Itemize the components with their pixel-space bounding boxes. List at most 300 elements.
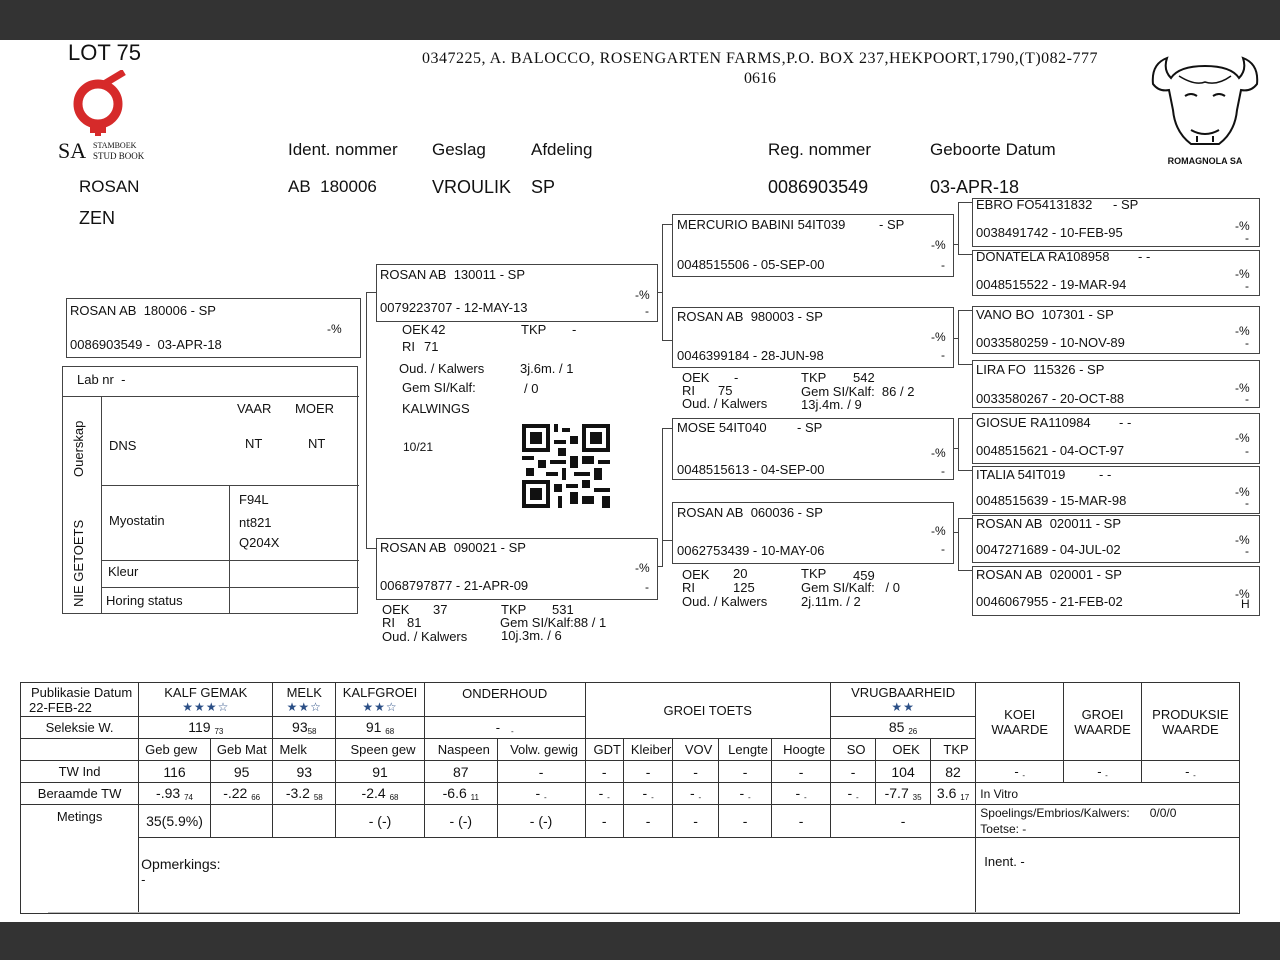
spoelings-value: 0/0/0 <box>1149 806 1177 820</box>
tw-ind-cell: 87 <box>424 761 497 783</box>
inent-label: Inent. - <box>984 854 1025 869</box>
sire-oud: 3j.6m. / 1 <box>520 361 574 376</box>
btw-acc: - <box>544 793 547 802</box>
gp2-gem: Gem SI/Kalf: / 0 <box>801 580 900 595</box>
myo-2: nt821 <box>239 515 272 530</box>
btw-acc: - <box>804 793 807 802</box>
dam-gem: Gem SI/Kalf:88 / 1 <box>500 615 607 630</box>
ggp-3-name: VANO BO 107301 - SP <box>976 307 1114 322</box>
beraamde-tw-cell <box>930 783 975 805</box>
col-header: VOV <box>673 739 718 761</box>
ggp-6-name: ITALIA 54IT019 <box>976 467 1066 482</box>
kalwings-label: KALWINGS <box>402 401 470 416</box>
animal-name-2: ZEN <box>79 208 115 228</box>
col-header: GDT <box>585 739 623 761</box>
ggp-7-dash: - <box>1245 544 1249 558</box>
sire-gem: / 0 <box>524 381 539 396</box>
moer-label: MOER <box>295 401 334 416</box>
seleksie-label: Seleksie W. <box>21 717 139 739</box>
gp1-ri-label: RI <box>682 383 695 398</box>
sire-box <box>376 264 658 322</box>
ggp-2-afd: - - <box>1138 249 1151 264</box>
geslag-label: Geslag <box>432 140 486 159</box>
tw-ind-cell: 104 <box>876 761 931 783</box>
ouerskap-label: Ouerskap <box>71 420 86 477</box>
seleksie-melk: $93_{58}$ <box>273 717 336 739</box>
afdeling-value: SP <box>531 177 556 197</box>
btw-acc: 68 <box>389 793 399 802</box>
beraamde-tw-cell <box>585 783 623 805</box>
melk-label: MELK <box>286 684 322 700</box>
ggp-5-pct: -% <box>1235 431 1250 445</box>
dam-name: ROSAN AB 090021 - SP <box>380 540 526 555</box>
lab-section <box>62 366 358 614</box>
kalfgroei-label: KALFGROEI <box>342 684 418 700</box>
sire-oek-label: OEK <box>402 322 430 337</box>
metings-cell: - <box>585 805 623 838</box>
ggp-2-pct: -% <box>1235 267 1250 281</box>
ggp-6-afd: - - <box>1099 467 1112 482</box>
kalfgroei-header <box>336 683 425 717</box>
groei-waarde-header <box>1064 683 1142 761</box>
gp-1-afd: - SP <box>879 217 905 232</box>
toetse-label: Toetse: - <box>980 822 1027 836</box>
ggp-6-reg: 0048515639 - 15-MAR-98 <box>976 493 1127 508</box>
tw-prod-waarde <box>1141 761 1239 783</box>
sire-oud-label: Oud. / Kalwers <box>399 361 485 376</box>
ggp-5-dash: - <box>1245 444 1249 458</box>
tw-ind-cell: - <box>673 761 718 783</box>
col-header: Naspeen <box>424 739 497 761</box>
ggp-box-6 <box>972 466 1260 514</box>
ggp-1-afd: - SP <box>1113 197 1139 212</box>
tw-ind-cell: - <box>497 761 585 783</box>
gp-1-dash: - <box>941 258 945 272</box>
gp2-ri-label: RI <box>682 580 695 595</box>
subject-box <box>66 298 361 358</box>
myo-1: F94L <box>239 492 269 507</box>
ggp-1-pct: -% <box>1235 219 1250 233</box>
sire-tkp: - <box>572 322 577 337</box>
top-bar <box>0 0 1280 40</box>
gp1-ri: 75 <box>718 383 733 398</box>
tw-ind-cell: 82 <box>930 761 975 783</box>
tw-ind-row <box>21 761 1240 783</box>
btw-value: - <box>642 785 648 801</box>
metings-cell: - <box>772 805 831 838</box>
metings-cell <box>210 805 273 838</box>
seleksie-kalfgroei: 91 $_{68}$ <box>336 717 425 739</box>
tw-groei-value: - <box>1097 763 1102 779</box>
gp1-oud: 13j.4m. / 9 <box>801 397 862 412</box>
tw-ind-cell: - <box>718 761 772 783</box>
ggp-4-pct: -% <box>1235 381 1250 395</box>
publikasie-label: Publikasie Datum <box>31 684 133 700</box>
beraamde-tw-cell <box>772 783 831 805</box>
col-header: Geb gew <box>139 739 211 761</box>
lab-nr: Lab nr - <box>77 372 126 387</box>
gp-1-name: MERCURIO BABINI 54IT039 <box>677 217 846 232</box>
dam-oud-label: Oud. / Kalwers <box>382 629 468 644</box>
gp-3-name: MOSE 54IT040 <box>677 420 767 435</box>
onderhoud-label: ONDERHOUD <box>462 686 548 701</box>
gp2-tkp: 459 <box>853 568 875 583</box>
btw-acc: 58 <box>313 793 323 802</box>
btw-value: - <box>535 785 541 801</box>
groei-toets-header <box>585 683 830 739</box>
metings-cell: - <box>830 805 975 838</box>
beraamde-tw-cell <box>139 783 211 805</box>
sa-stamboek-logo <box>58 70 158 162</box>
col-header: Speen gew <box>336 739 425 761</box>
metings-cell <box>273 805 336 838</box>
ggp-6-pct: -% <box>1235 485 1250 499</box>
btw-value: - <box>739 785 745 801</box>
sire-ri-label: RI <box>402 339 415 354</box>
subject-pct: -% <box>327 322 342 336</box>
opmerkings-value: - <box>141 872 146 887</box>
onderhoud-header <box>424 683 585 717</box>
sire-tkp-label: TKP <box>521 322 547 337</box>
in-vitro-label: In Vitro <box>976 783 1240 805</box>
ggp-2-dash: - <box>1245 279 1249 293</box>
sire-oek: 42 <box>431 322 446 337</box>
ggp-box-7 <box>972 515 1260 563</box>
tw-koei-value: - <box>1014 763 1019 779</box>
gp2-oek: 20 <box>733 566 748 581</box>
kalfgroei-stars: ★★☆ <box>362 699 398 714</box>
col-header: Melk <box>273 739 336 761</box>
opmerkings-cell <box>139 838 976 914</box>
seleksie-onderhoud: - $_-$ <box>424 717 585 739</box>
tw-ind-cell: - <box>585 761 623 783</box>
btw-value: -7.7 <box>884 785 909 801</box>
sire-reg: 0079223707 - 12-MAY-13 <box>380 300 528 315</box>
dam-reg: 0068797877 - 21-APR-09 <box>380 578 529 593</box>
gp1-tkp: 542 <box>853 370 875 385</box>
produksie-waarde-header <box>1141 683 1239 761</box>
groei-toets-label: GROEI TOETS <box>663 703 752 718</box>
gp2-oud-label: Oud. / Kalwers <box>682 594 768 609</box>
vaar-label: VAAR <box>237 401 272 416</box>
btw-acc: - <box>748 793 751 802</box>
beraamde-tw-row <box>21 783 1240 805</box>
romagnola-logo <box>1145 46 1265 172</box>
ggp-8-reg: 0046067955 - 21-FEB-02 <box>976 594 1123 609</box>
col-header: Volw. gewig <box>497 739 585 761</box>
ggp-8-pct: -% <box>1235 587 1250 601</box>
metings-row <box>21 805 1240 838</box>
metings-cell: - <box>673 805 718 838</box>
gp-3-reg: 0048515613 - 04-SEP-00 <box>677 462 825 477</box>
btw-value: -.93 <box>156 785 181 801</box>
breeder-line-1: 0347225, A. BALOCCO, ROSENGARTEN FARMS,P.O. BOX 237,HEKPOORT,1790,(T)082-777 <box>422 50 1098 67</box>
ggp-6-dash: - <box>1245 496 1249 510</box>
dam-oud: 10j.3m. / 6 <box>501 628 562 643</box>
beraamde-tw-cell <box>273 783 336 805</box>
qr-code-icon[interactable] <box>522 424 610 508</box>
kalf-gemak-stars: ★★★☆ <box>182 699 230 714</box>
sire-gem-label: Gem SI/Kalf: <box>402 380 476 395</box>
gp-2-dash: - <box>941 348 945 362</box>
dam-tkp-label: TKP <box>501 602 527 617</box>
spoelings-label: Spoelings/Embrios/Kalwers: <box>980 806 1130 820</box>
ggp-5-reg: 0048515621 - 04-OCT-97 <box>976 443 1125 458</box>
btw-value: -3.2 <box>285 785 310 801</box>
sire-name: ROSAN AB 130011 - SP <box>380 267 525 282</box>
gp-4-name: ROSAN AB 060036 - SP <box>677 505 823 520</box>
dns-moer: NT <box>308 436 326 451</box>
dns-vaar: NT <box>245 436 263 451</box>
spoelings-cell <box>976 805 1240 838</box>
ggp-5-afd: - - <box>1119 415 1132 430</box>
logo-stamboek: STAMBOEK <box>93 141 137 150</box>
kalf-gemak-header <box>139 683 273 717</box>
ggp-2-reg: 0048515522 - 19-MAR-94 <box>976 277 1127 292</box>
vrugbaarheid-label: VRUGBAARHEID <box>851 684 956 700</box>
metings-label-text: Metings <box>56 809 103 824</box>
btw-acc: 17 <box>960 793 970 802</box>
inent-cell <box>976 838 1240 914</box>
col-header: Kleiber <box>623 739 672 761</box>
metings-cell: - <box>718 805 772 838</box>
col-header: Geb Mat <box>210 739 273 761</box>
ggp-4-dash: - <box>1245 392 1249 406</box>
ggp-box-5 <box>972 413 1260 464</box>
gp-2-name: ROSAN AB 980003 - SP <box>677 309 823 324</box>
romagnola-label: ROMAGNOLA SA <box>1167 156 1243 166</box>
metings-cell: - (-) <box>336 805 425 838</box>
btw-value: - <box>598 785 604 801</box>
gp2-oud: 2j.11m. / 2 <box>801 594 861 609</box>
gp-box-1 <box>672 214 954 277</box>
gp2-tkp-label: TKP <box>801 566 827 581</box>
tw-ind-cell: 91 <box>336 761 425 783</box>
seleksie-vrugbaarheid: 85 $_{26}$ <box>830 717 975 739</box>
btw-value: -2.4 <box>361 785 386 801</box>
dns-label: DNS <box>109 438 137 453</box>
breeder-line-2: 0616 <box>744 70 776 87</box>
gp1-gem: Gem SI/Kalf: 86 / 2 <box>801 384 915 399</box>
geslag-value: VROULIK <box>432 177 512 197</box>
beraamde-tw-cell <box>623 783 672 805</box>
tw-ind-cell: - <box>772 761 831 783</box>
gp-1-pct: -% <box>931 238 946 252</box>
ggp-box-8 <box>972 566 1260 616</box>
btw-acc: - <box>698 793 702 802</box>
btw-value: - <box>795 785 801 801</box>
gp-1-reg: 0048515506 - 05-SEP-00 <box>677 257 825 272</box>
publikasie-date: 22-FEB-22 <box>29 699 92 715</box>
ident-label: Ident. nommer <box>288 140 398 159</box>
btw-value: 3.6 <box>936 785 957 801</box>
vrugbaarheid-stars: ★★ <box>891 699 915 714</box>
gp1-oek-label: OEK <box>682 370 710 385</box>
ggp-8-dash: H <box>1241 597 1250 611</box>
ggp-3-reg: 0033580259 - 10-NOV-89 <box>976 335 1125 350</box>
publikasie-cell <box>21 683 139 717</box>
beraamde-tw-cell <box>718 783 772 805</box>
btw-acc: 74 <box>184 793 193 802</box>
lot-number: LOT 75 <box>68 40 141 65</box>
beraamde-tw-cell <box>673 783 718 805</box>
vrugbaarheid-header <box>830 683 975 717</box>
dam-ri: 81 <box>407 615 422 630</box>
subject-name: ROSAN AB 180006 - SP <box>70 303 216 318</box>
ggp-7-pct: -% <box>1235 533 1250 547</box>
beraamde-tw-label: Beraamde TW <box>21 783 139 805</box>
ggp-3-dash: - <box>1245 336 1249 350</box>
metings-cell: - (-) <box>424 805 497 838</box>
btw-value: -.22 <box>223 785 248 801</box>
ggp-box-3 <box>972 306 1260 354</box>
kleur-label: Kleur <box>108 564 139 579</box>
btw-value: -6.6 <box>442 785 467 801</box>
ggp-8-name: ROSAN AB 020001 - SP <box>976 567 1122 582</box>
gp-box-4 <box>672 502 954 564</box>
tw-prod-value: - <box>1185 763 1190 779</box>
col-header: TKP <box>930 739 975 761</box>
myostatin-label: Myostatin <box>109 513 165 528</box>
btw-acc: - <box>856 793 859 802</box>
nie-getoets-label: NIE GETOETS <box>71 519 86 607</box>
koei-waarde-label: KOEI WAARDE <box>991 706 1048 737</box>
tw-ind-cell: 116 <box>139 761 211 783</box>
beraamde-tw-cell <box>424 783 497 805</box>
reg-label: Reg. nommer <box>768 140 871 159</box>
horing-label: Horing status <box>106 593 183 608</box>
stamboek-emblem-icon <box>68 70 138 140</box>
produksie-waarde-label: PRODUKSIE WAARDE <box>1152 706 1229 737</box>
tw-ind-label: TW Ind <box>21 761 139 783</box>
metings-cell: 35(5.9%) <box>139 805 211 838</box>
animal-name-1: ROSAN <box>79 177 140 196</box>
col-header: OEK <box>876 739 931 761</box>
dam-box <box>376 538 658 600</box>
gp1-oek: - <box>734 370 739 385</box>
gp-4-reg: 0062753439 - 10-MAY-06 <box>677 543 825 558</box>
sire-dash: - <box>645 304 649 318</box>
melk-stars: ★★☆ <box>286 699 322 714</box>
gp2-ri: 125 <box>733 580 755 595</box>
tw-groei-acc: - <box>1105 770 1108 780</box>
gp-box-2 <box>672 307 954 368</box>
blank-cell <box>21 739 139 761</box>
beraamde-tw-cell <box>876 783 931 805</box>
dam-dash: - <box>645 580 649 594</box>
col-header: Hoogte <box>772 739 831 761</box>
myo-3: Q204X <box>239 535 280 550</box>
ggp-1-dash: - <box>1245 231 1249 245</box>
btw-acc: - <box>607 793 610 802</box>
ggp-box-1 <box>972 198 1260 247</box>
gp-3-pct: -% <box>931 446 946 460</box>
gp-3-dash: - <box>941 464 945 478</box>
gp-4-dash: - <box>941 542 945 556</box>
ident-value: AB 180006 <box>288 177 377 196</box>
birth-label: Geboorte Datum <box>930 140 1056 159</box>
beraamde-tw-cell <box>497 783 585 805</box>
col-header: SO <box>830 739 875 761</box>
btw-acc: - <box>651 793 654 802</box>
col-header: Lengte <box>718 739 772 761</box>
subject-reg: 0086903549 - 03-APR-18 <box>70 337 222 352</box>
metings-cell: - <box>623 805 672 838</box>
ggp-7-name: ROSAN AB 020011 - SP <box>976 516 1121 531</box>
tw-ind-cell: 93 <box>273 761 336 783</box>
tw-koei-waarde <box>976 761 1064 783</box>
bottom-bar <box>0 922 1280 960</box>
btw-acc: 11 <box>470 793 479 802</box>
bull-head-icon <box>1145 46 1265 156</box>
ggp-3-pct: -% <box>1235 324 1250 338</box>
sire-ri: 71 <box>424 339 439 354</box>
gp1-tkp-label: TKP <box>801 370 827 385</box>
tw-ind-cell: - <box>623 761 672 783</box>
gp2-oek-label: OEK <box>682 567 710 582</box>
beraamde-tw-cell <box>210 783 273 805</box>
beraamde-tw-cell <box>830 783 875 805</box>
gp-2-pct: -% <box>931 330 946 344</box>
performance-table <box>20 682 1240 914</box>
sire-date: 10/21 <box>403 440 434 454</box>
dam-oek-label: OEK <box>382 602 410 617</box>
birth-value: 03-APR-18 <box>930 177 1020 197</box>
koei-waarde-header <box>976 683 1064 761</box>
afdeling-label: Afdeling <box>531 140 593 159</box>
btw-value: - <box>689 785 695 801</box>
ggp-2-name: DONATELA RA108958 <box>976 249 1110 264</box>
groei-waarde-label: GROEI WAARDE <box>1074 706 1131 737</box>
melk-header <box>273 683 336 717</box>
metings-cell: - (-) <box>497 805 585 838</box>
btw-acc: 35 <box>912 793 922 802</box>
reg-value: 0086903549 <box>768 177 869 197</box>
tw-koei-acc: - <box>1022 770 1026 780</box>
sire-pct: -% <box>635 288 650 302</box>
gp-box-3 <box>672 418 954 480</box>
gp-4-pct: -% <box>931 524 946 538</box>
ggp-5-name: GIOSUE RA110984 <box>976 415 1091 430</box>
dam-tkp: 531 <box>552 602 574 617</box>
ggp-7-reg: 0047271689 - 04-JUL-02 <box>976 542 1121 557</box>
dam-oek: 37 <box>433 602 448 617</box>
logo-sa: SA <box>58 138 87 163</box>
gp-3-afd: - SP <box>797 420 823 435</box>
tw-prod-acc: - <box>1193 770 1196 780</box>
beraamde-tw-cell <box>336 783 425 805</box>
metings-label <box>21 805 139 914</box>
seleksie-kalf-gemak: 119 $_{73}$ <box>139 717 273 739</box>
tw-ind-cell: - <box>830 761 875 783</box>
ggp-box-2 <box>972 250 1260 296</box>
ggp-4-reg: 0033580267 - 20-OCT-88 <box>976 391 1125 406</box>
footer-rule <box>48 912 1238 913</box>
gp-2-reg: 0046399184 - 28-JUN-98 <box>677 348 824 363</box>
opmerkings-label: Opmerkings: <box>141 856 221 872</box>
btw-value: - <box>847 785 853 801</box>
ggp-box-4 <box>972 360 1260 408</box>
kalf-gemak-label: KALF GEMAK <box>164 684 248 700</box>
gp1-oud-label: Oud. / Kalwers <box>682 396 768 411</box>
ggp-4-name: LIRA FO 115326 - SP <box>976 362 1105 377</box>
ggp-1-reg: 0038491742 - 10-FEB-95 <box>976 225 1123 240</box>
tw-ind-cell: 95 <box>210 761 273 783</box>
tw-groei-waarde <box>1064 761 1142 783</box>
dam-pct: -% <box>635 561 650 575</box>
btw-acc: 66 <box>251 793 261 802</box>
dam-ri-label: RI <box>382 615 395 630</box>
